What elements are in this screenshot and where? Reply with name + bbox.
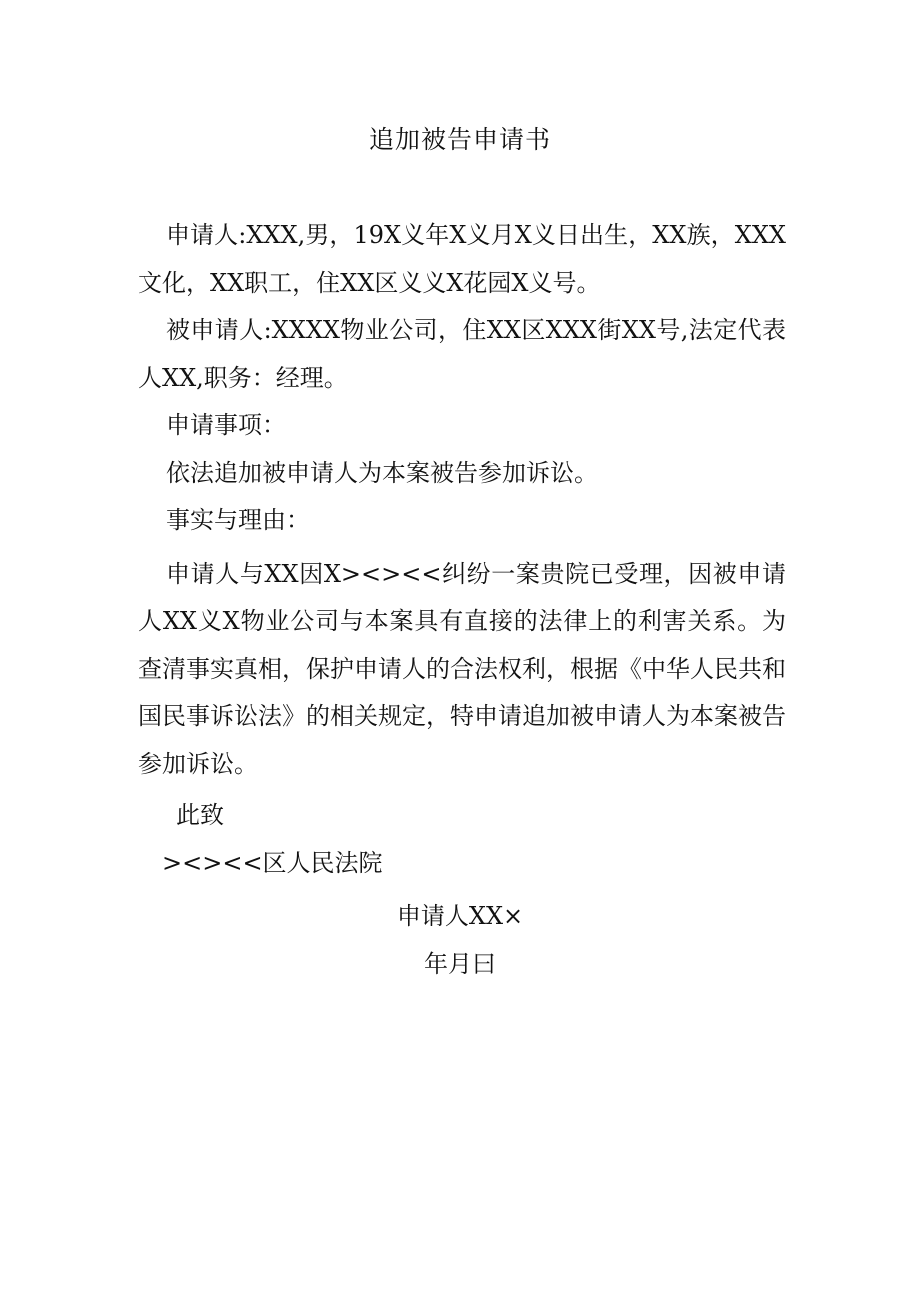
signature: 申请人XX×	[396, 902, 524, 930]
document-title: 追加被告申请书	[368, 125, 551, 154]
facts-content: 申请人与XX因X><><<纠纷一案贵院已受理，因被申请人XX义X物业公司与本案具有直接的法律上的利害关系。为查清事实真相，保护申请人的合法权利，根据《中华人民共和国民事诉讼法》的相关规定，特申请追加被申请人为本案被告参加诉讼。	[138, 559, 786, 778]
respondent-paragraph: 被申请人:XXXX物业公司，住XX区XXX街XX号,法定代表人XX,职务：经理。	[138, 316, 786, 392]
document-body	[138, 212, 786, 788]
request-content: 依法追加被申请人为本案被告参加诉讼。	[166, 458, 598, 487]
applicant-paragraph: 申请人:XXX,男，19X义年X义月X义日出生，XX族，XXX文化，XX职工，住XX区义义X花园X义号。	[138, 221, 786, 297]
addressee: ><><<区人民法院	[162, 849, 383, 877]
request-heading: 申请事项：	[166, 411, 286, 439]
salutation: 此致	[176, 801, 224, 829]
facts-heading: 事实与理由：	[166, 506, 310, 534]
date-line: 年月曰	[424, 950, 496, 978]
